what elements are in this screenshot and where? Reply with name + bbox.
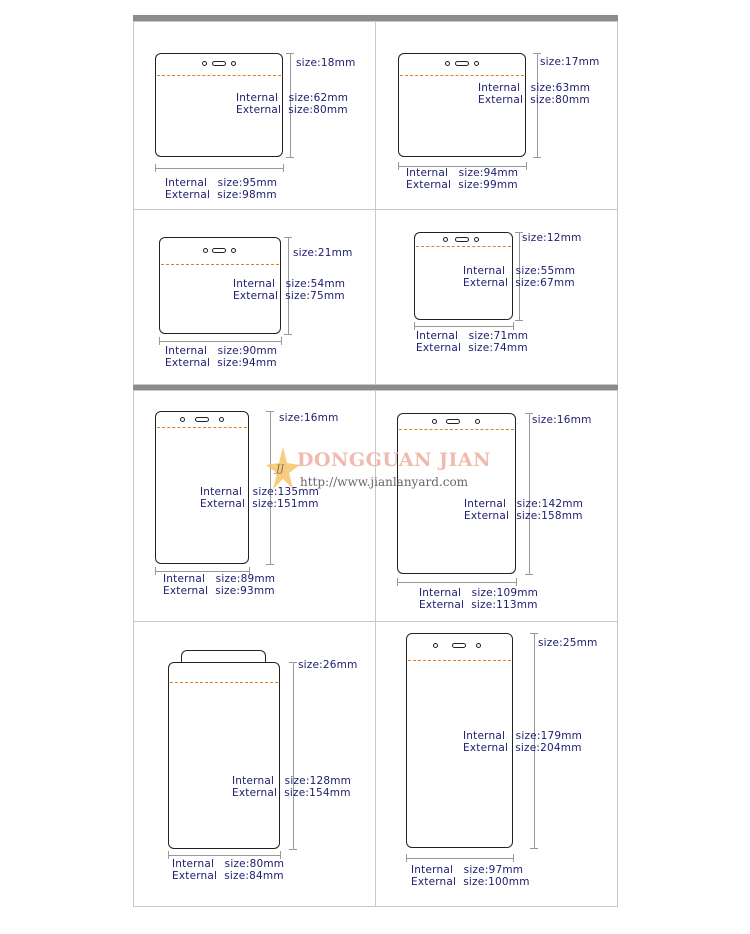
punch-hole	[445, 61, 450, 66]
external-height-label: External size:80mm	[236, 104, 348, 116]
dimension-tick	[525, 574, 533, 575]
dimension-tick	[281, 337, 282, 345]
zip-line	[416, 246, 511, 247]
dimension-tick	[530, 848, 538, 849]
zip-line	[157, 427, 247, 428]
logo-mark: JJ	[276, 464, 285, 475]
slot-hole	[455, 237, 469, 242]
top-size-label: size:16mm	[279, 412, 339, 424]
punch-hole	[180, 417, 185, 422]
internal-width-label: Internal size:90mm	[165, 345, 278, 357]
punch-hole	[443, 237, 448, 242]
punch-hole	[231, 61, 236, 66]
top-size-label: size:25mm	[538, 637, 598, 649]
dimension-tick	[155, 164, 156, 172]
dimension-tick	[266, 564, 274, 565]
external-height-label: External size:158mm	[464, 510, 583, 522]
external-height-label: External size:154mm	[232, 787, 351, 799]
dimension-tick	[530, 633, 538, 634]
width-dimension	[155, 168, 283, 169]
dimension-tick	[286, 157, 294, 158]
width-dimension	[168, 855, 280, 856]
slot-hole	[212, 61, 226, 66]
top-size-label: size:26mm	[298, 659, 358, 671]
punch-hole	[202, 61, 207, 66]
internal-width-label: Internal size:95mm	[165, 177, 278, 189]
external-height-label: External size:75mm	[233, 290, 345, 302]
punch-hole	[219, 417, 224, 422]
internal-height-label: Internal size:142mm	[464, 498, 584, 510]
external-width-label: External size:100mm	[411, 876, 530, 888]
internal-width-label: Internal size:94mm	[406, 167, 519, 179]
internal-height-label: Internal size:54mm	[233, 278, 346, 290]
dimension-tick	[155, 567, 156, 575]
dimension-tick	[284, 334, 292, 335]
dimension-tick	[513, 322, 514, 330]
zip-line	[400, 75, 524, 76]
external-height-label: External size:204mm	[463, 742, 582, 754]
internal-height-label: Internal size:128mm	[232, 775, 352, 787]
dimension-tick	[283, 164, 284, 172]
dimension-tick	[397, 578, 398, 586]
top-size-label: size:21mm	[293, 247, 353, 259]
slot-hole	[195, 417, 209, 422]
slot-hole	[212, 248, 226, 253]
dimension-tick	[286, 53, 294, 54]
dimension-tick	[159, 337, 160, 345]
dimension-tick	[284, 237, 292, 238]
height-dimension	[529, 413, 530, 574]
internal-width-label: Internal size:97mm	[411, 864, 524, 876]
dimension-tick	[168, 851, 169, 859]
external-width-label: External size:94mm	[165, 357, 277, 369]
internal-width-label: Internal size:80mm	[172, 858, 285, 870]
punch-hole	[476, 643, 481, 648]
punch-hole	[474, 61, 479, 66]
internal-width-label: Internal size:109mm	[419, 587, 539, 599]
width-dimension	[397, 582, 516, 583]
external-height-label: External size:151mm	[200, 498, 319, 510]
dimension-tick	[526, 162, 527, 170]
dimension-tick	[513, 854, 514, 862]
dimension-tick	[289, 662, 297, 663]
dimension-tick	[533, 157, 541, 158]
internal-width-label: Internal size:89mm	[163, 573, 276, 585]
dimension-tick	[533, 53, 541, 54]
zip-line	[161, 264, 279, 265]
dimension-tick	[515, 320, 523, 321]
slot-hole	[452, 643, 466, 648]
punch-hole	[432, 419, 437, 424]
internal-width-label: Internal size:71mm	[416, 330, 529, 342]
dimension-tick	[266, 411, 274, 412]
internal-height-label: Internal size:135mm	[200, 486, 320, 498]
external-width-label: External size:98mm	[165, 189, 277, 201]
width-dimension	[155, 571, 249, 572]
punch-hole	[474, 237, 479, 242]
punch-hole	[475, 419, 480, 424]
dimension-tick	[398, 162, 399, 170]
zip-line	[408, 660, 511, 661]
zip-line	[157, 75, 281, 76]
top-size-label: size:18mm	[296, 57, 356, 69]
external-width-label: External size:113mm	[419, 599, 538, 611]
width-dimension	[159, 341, 281, 342]
external-width-label: External size:93mm	[163, 585, 275, 597]
internal-height-label: Internal size:179mm	[463, 730, 583, 742]
external-width-label: External size:99mm	[406, 179, 518, 191]
width-dimension	[406, 858, 513, 859]
internal-height-label: Internal size:55mm	[463, 265, 576, 277]
height-dimension	[293, 662, 294, 849]
punch-hole	[231, 248, 236, 253]
punch-hole	[203, 248, 208, 253]
width-dimension	[414, 326, 513, 327]
dimension-tick	[516, 578, 517, 586]
star-logo-icon	[265, 445, 301, 493]
top-size-label: size:17mm	[540, 56, 600, 68]
internal-height-label: Internal size:63mm	[478, 82, 591, 94]
watermark-brand: DONGGUAN JIAN	[297, 449, 492, 471]
slot-hole	[446, 419, 460, 424]
zip-line	[399, 429, 514, 430]
external-width-label: External size:74mm	[416, 342, 528, 354]
external-height-label: External size:67mm	[463, 277, 575, 289]
watermark	[265, 445, 525, 505]
external-height-label: External size:80mm	[478, 94, 590, 106]
internal-height-label: Internal size:62mm	[236, 92, 349, 104]
watermark-url: http://www.jianlanyard.com	[300, 475, 469, 489]
punch-hole	[433, 643, 438, 648]
top-size-label: size:16mm	[532, 414, 592, 426]
dimension-tick	[414, 322, 415, 330]
dimension-tick	[289, 849, 297, 850]
zip-line	[170, 682, 278, 683]
slot-hole	[455, 61, 469, 66]
top-size-label: size:12mm	[522, 232, 582, 244]
badge-holder-7	[168, 662, 280, 849]
dimension-tick	[406, 854, 407, 862]
external-width-label: External size:84mm	[172, 870, 284, 882]
